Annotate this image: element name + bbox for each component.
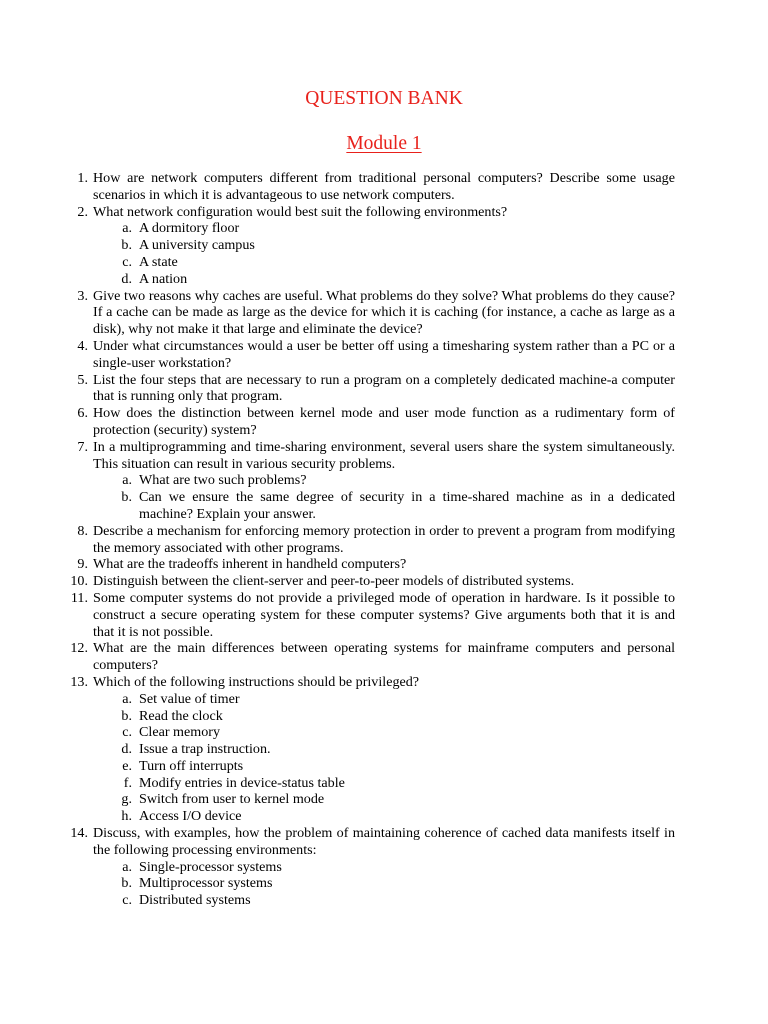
sub-question-text: Turn off interrupts (139, 757, 244, 774)
question-number: 4. (77, 337, 88, 354)
question-number: 7. (77, 438, 88, 455)
question-number: 1. (77, 170, 88, 186)
question-number: 14. (70, 825, 88, 842)
sub-question-item (93, 741, 675, 758)
sub-question-text: Clear memory (139, 724, 221, 741)
sub-question-item (93, 472, 675, 489)
question-text: How are network computers different from traditional personal computers? Describe some usage scenarios in which it is advantageous to use network computers. (93, 170, 675, 203)
page-title: QUESTION BANK (305, 88, 463, 109)
sub-question-letter: d. (121, 741, 132, 758)
question-list (68, 170, 675, 909)
sub-question-letter: c. (122, 892, 132, 909)
sub-question-text: A state (139, 253, 178, 270)
question-text: In a multiprogramming and time-sharing environment, several users share the system simultaneously. This situation can result in various security problems. (93, 438, 675, 472)
question-text: Distinguish between the client-server and peer-to-peer models of distributed systems. (93, 573, 575, 590)
question-number: 6. (77, 405, 88, 422)
question-text: What are the tradeoffs inherent in handheld computers? (93, 556, 407, 573)
question-item (68, 674, 675, 825)
sub-question-letter: e. (122, 757, 132, 774)
sub-question-list (93, 220, 675, 287)
sub-question-item (93, 808, 675, 825)
sub-question-text: Switch from user to kernel mode (139, 791, 325, 808)
sub-question-text: Distributed systems (139, 892, 251, 909)
question-text: List the four steps that are necessary to run a program on a completely dedicated machine-a computer that is running only that program. (93, 371, 675, 405)
question-number: 12. (70, 640, 88, 657)
sub-question-letter: a. (122, 472, 132, 489)
question-text: Discuss, with examples, how the problem of maintaining coherence of cached data manifests itself in the following processing environments: (93, 825, 675, 858)
sub-question-text: What are two such problems? (139, 472, 307, 489)
sub-question-letter: f. (123, 774, 132, 791)
question-number: 13. (70, 673, 88, 690)
question-item (68, 825, 675, 909)
question-text: Describe a mechanism for enforcing memory protection in order to prevent a program from modifying the memory associated with other programs. (93, 522, 675, 556)
question-item (68, 573, 675, 590)
sub-question-text: Set value of timer (139, 690, 240, 707)
question-item (68, 523, 675, 557)
question-item (68, 439, 675, 523)
sub-question-letter: d. (121, 270, 132, 287)
sub-question-letter: a. (122, 220, 132, 237)
sub-question-letter: h. (121, 808, 132, 825)
question-text: Some computer systems do not provide a privileged mode of operation in hardware. Is it possible to construct a secure operating system for these computer systems? Give arguments both that it is and that it is not possible. (93, 589, 675, 640)
sub-question-letter: b. (121, 237, 132, 254)
sub-question-item (93, 271, 675, 288)
sub-question-letter: a. (122, 858, 132, 875)
question-text: What network configuration would best suit the following environments? (93, 203, 508, 220)
sub-question-text: A dormitory floor (139, 220, 240, 237)
question-item (68, 170, 675, 204)
question-item (68, 640, 675, 674)
sub-question-item (93, 892, 675, 909)
sub-question-item (93, 691, 675, 708)
sub-question-text: Read the clock (139, 707, 223, 724)
sub-question-text: Can we ensure the same degree of security in a time-shared machine as in a dedicated machine? Explain your answer. (139, 489, 675, 522)
sub-question-text: Access I/O device (139, 808, 242, 825)
sub-question-item (93, 758, 675, 775)
question-item (68, 556, 675, 573)
sub-question-item (93, 237, 675, 254)
sub-question-text: Single-processor systems (139, 858, 282, 875)
sub-question-item (93, 254, 675, 271)
sub-question-item (93, 791, 675, 808)
sub-question-letter: c. (122, 253, 132, 270)
sub-question-list (93, 472, 675, 522)
sub-question-letter: b. (121, 875, 132, 892)
question-number: 9. (77, 556, 88, 573)
question-number: 3. (77, 287, 88, 304)
sub-question-text: Multiprocessor systems (139, 875, 273, 892)
sub-question-text: A nation (139, 270, 188, 287)
question-item (68, 288, 675, 338)
sub-question-item (93, 724, 675, 741)
module-heading-text: Module 1 (346, 133, 422, 154)
sub-question-item (93, 489, 675, 523)
question-text: Give two reasons why caches are useful. What problems do they solve? What problems do they cause? If a cache can be made as large as the device for which it is caching (for instance, a cache as large as a disk), why not make it that large and eliminate the device? (93, 287, 675, 338)
sub-question-item (93, 875, 675, 892)
sub-question-letter: a. (122, 690, 132, 707)
sub-question-item (93, 859, 675, 876)
sub-question-letter: g. (121, 791, 132, 808)
sub-question-letter: c. (122, 724, 132, 741)
question-item (68, 372, 675, 406)
sub-question-item (93, 220, 675, 237)
question-number: 11. (70, 589, 88, 606)
sub-question-item (93, 775, 675, 792)
question-text: Under what circumstances would a user be better off using a timesharing system rather than a PC or a single-user workstation? (93, 337, 675, 371)
question-text: What are the main differences between operating systems for mainframe computers and personal computers? (93, 640, 675, 674)
sub-question-list (93, 859, 675, 909)
question-text: How does the distinction between kernel mode and user mode function as a rudimentary form of protection (security) system? (93, 405, 675, 438)
question-item (68, 204, 675, 288)
question-number: 8. (77, 522, 88, 539)
sub-question-item (93, 708, 675, 725)
question-item (68, 338, 675, 372)
question-item (68, 590, 675, 640)
sub-question-text: Issue a trap instruction. (139, 741, 271, 758)
question-item (68, 405, 675, 439)
question-number: 10. (70, 573, 88, 590)
question-number: 2. (77, 203, 88, 220)
module-heading (0, 133, 768, 155)
sub-question-text: A university campus (139, 237, 255, 254)
sub-question-letter: b. (121, 489, 132, 506)
question-number: 5. (77, 371, 88, 388)
sub-question-text: Modify entries in device-status table (139, 774, 345, 791)
sub-question-list (93, 691, 675, 825)
question-text: Which of the following instructions should be privileged? (93, 673, 420, 690)
sub-question-letter: b. (121, 707, 132, 724)
